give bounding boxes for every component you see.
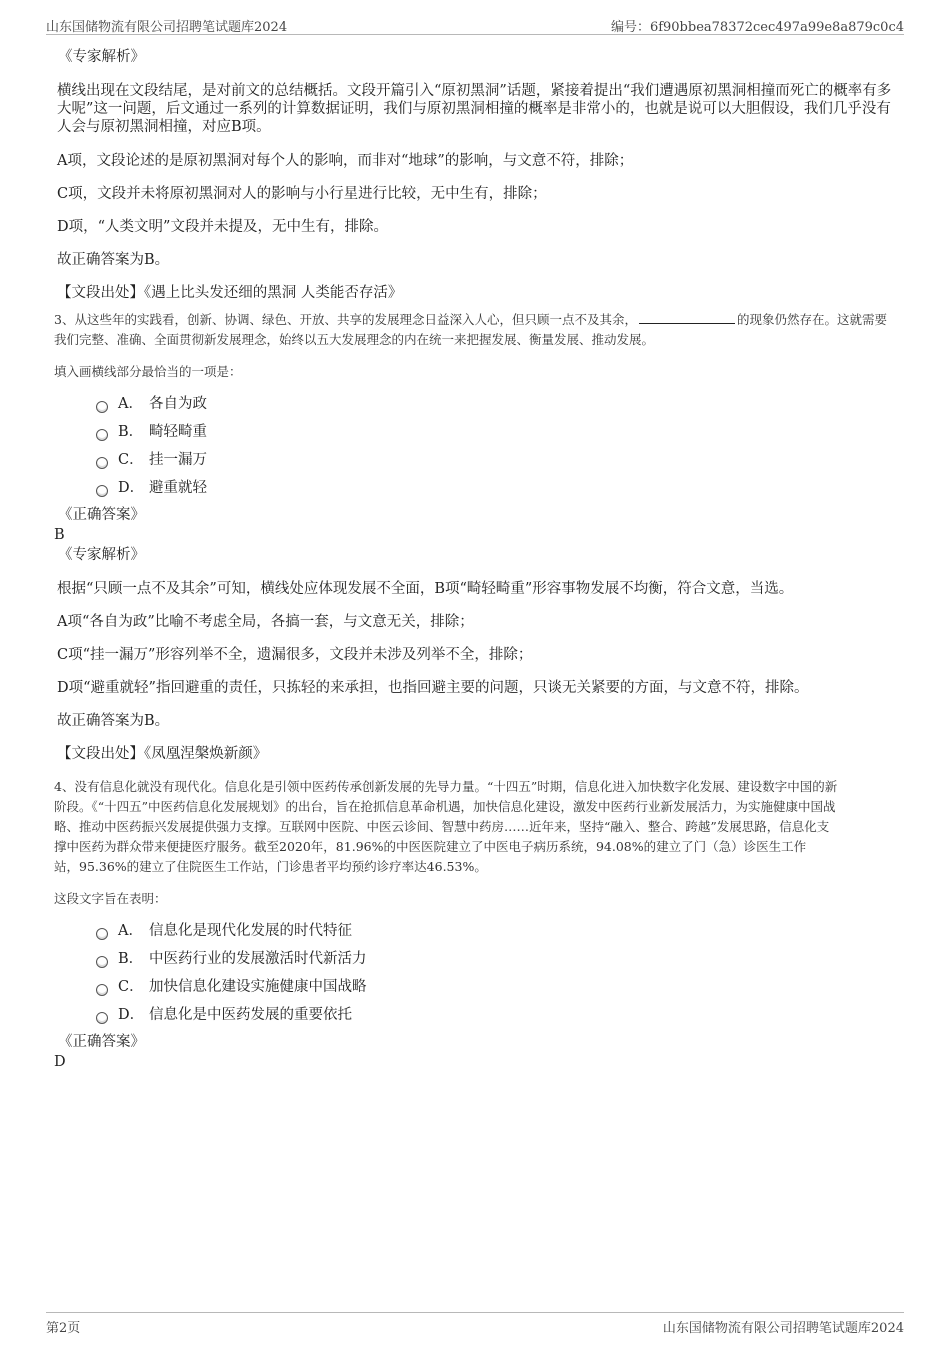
page-content [54, 46, 896, 1071]
analysis-text: 根据“只顾一点不及其余”可知，横线处应体现发展不全面，B项“畸轻畸重”形容事物发展不均衡，符合文意，当选。 [57, 581, 794, 597]
option-c-note: C项，文段并未将原初黑洞对人的影响与小行星进行比较，无中生有，排除； [57, 186, 547, 202]
option-a-note: A项，文段论述的是原初黑洞对每个人的影响，而非对“地球”的影响，与文意不符，排除； [57, 153, 634, 169]
option-b[interactable]: B． 畸轻畸重 [96, 418, 896, 446]
option-c[interactable]: C． 加快信息化建设实施健康中国战略 [96, 973, 896, 1001]
correct-answer: B [54, 527, 65, 543]
correct-answer-label: 《正确答案》 [58, 1034, 145, 1050]
expert-analysis-label: 《专家解析》 [58, 49, 145, 65]
question-3-prompt: 填入画横线部分最恰当的一项是： [54, 364, 242, 379]
option-d-note: D项，“人类文明”文段并未提及，无中生有，排除。 [57, 219, 388, 235]
radio-icon[interactable] [96, 401, 108, 413]
page-number: 第2页 [46, 1321, 81, 1336]
option-a[interactable]: A． 各自为政 [96, 390, 896, 418]
radio-icon[interactable] [96, 457, 108, 469]
option-d[interactable]: D． 信息化是中医药发展的重要依托 [96, 1001, 896, 1029]
correct-answer-label: 《正确答案》 [58, 507, 145, 523]
analysis-text: 横线出现在文段结尾，是对前文的总结概括。文段开篇引入“原初黑洞”话题，紧接着提出“我们遭遇原初黑洞相撞而死亡的概率有多大呢”这一问题，后文通过一系列的计算数据证明，我们与原初黑洞相撞的概率是非常小的，也就是说可以大胆假设，我们几乎没有人会与原初黑洞相撞，对应B项。 [57, 83, 892, 135]
option-a-note: A项“各自为政”比喻不考虑全局，各搞一套，与文意无关，排除； [57, 614, 474, 630]
source-text: 【文段出处】《遇上比头发还细的黑洞 人类能否存活》 [57, 285, 403, 301]
radio-icon[interactable] [96, 928, 108, 940]
header-title: 山东国储物流有限公司招聘笔试题库2024 [46, 20, 288, 35]
question-3-options [96, 390, 896, 502]
option-a[interactable]: A． 信息化是现代化发展的时代特征 [96, 917, 896, 945]
page-footer [46, 1312, 904, 1335]
expert-analysis-label: 《专家解析》 [58, 547, 145, 563]
page-header [46, 14, 904, 35]
conclusion-text: 故正确答案为B。 [57, 713, 170, 729]
footer-title: 山东国储物流有限公司招聘笔试题库2024 [662, 1321, 904, 1336]
radio-icon[interactable] [96, 1012, 108, 1024]
question-4-prompt: 这段文字旨在表明： [54, 891, 167, 906]
question-3-stem-part1: 3、从这些年的实践看，创新、协调、绿色、开放、共享的发展理念日益深入人心，但只顾一点不及其余， [54, 312, 637, 327]
source-text: 【文段出处】《凤凰涅槃焕新颜》 [57, 746, 268, 762]
option-c-note: C项“挂一漏万”形容列举不全，遗漏很多，文段并未涉及列举不全，排除； [57, 647, 533, 663]
option-b[interactable]: B． 中医药行业的发展激活时代新活力 [96, 945, 896, 973]
option-d-note: D项“避重就轻”指回避重的责任，只拣轻的来承担，也指回避主要的问题，只谈无关紧要的方面，与文意不符，排除。 [57, 680, 809, 696]
question-3-stem [54, 310, 896, 350]
fill-blank-line [639, 311, 735, 324]
header-code: 编号：6f90bbea78372cec497a99e8a879c0c4 [610, 20, 904, 35]
option-d[interactable]: D． 避重就轻 [96, 474, 896, 502]
correct-answer: D [54, 1054, 66, 1070]
question-4-options [96, 917, 896, 1029]
conclusion-text: 故正确答案为B。 [57, 252, 170, 268]
radio-icon[interactable] [96, 956, 108, 968]
question-3-stem-part2: 的现象仍然存在。这就需要我们完整、准确、全面贯彻新发展理念，始终以五大发展理念的内在统一来把握发展、衡量发展、推动发展。 [54, 312, 887, 347]
radio-icon[interactable] [96, 984, 108, 996]
radio-icon[interactable] [96, 429, 108, 441]
radio-icon[interactable] [96, 485, 108, 497]
question-4-stem: 4、没有信息化就没有现代化。信息化是引领中医药传承创新发展的先导力量。“十四五”时期，信息化进入加快数字化发展、建设数字中国的新 阶段。《“十四五”中医药信息化发展规划》的出台，旨在抢抓信息革命机遇，加快信息化建设，激发中医药行业新发展活力，为实施健康中国战 略、推动中医药振兴发展提供强力支撑。互联网中医院、中医云诊间、智慧中药房……近年来，坚持“融入、整合、跨越”发展思路，信息化支 撑中医药为群众带来便捷医疗服务。截至2020年，81.96%的中医医院建立了中医电子病历系统，94.08%的建立了门（急）诊医生工作 站，95.36%的建立了住院医生工作站，门诊患者平均预约诊疗率达46.53%。 [54, 779, 838, 874]
option-c[interactable]: C． 挂一漏万 [96, 446, 896, 474]
